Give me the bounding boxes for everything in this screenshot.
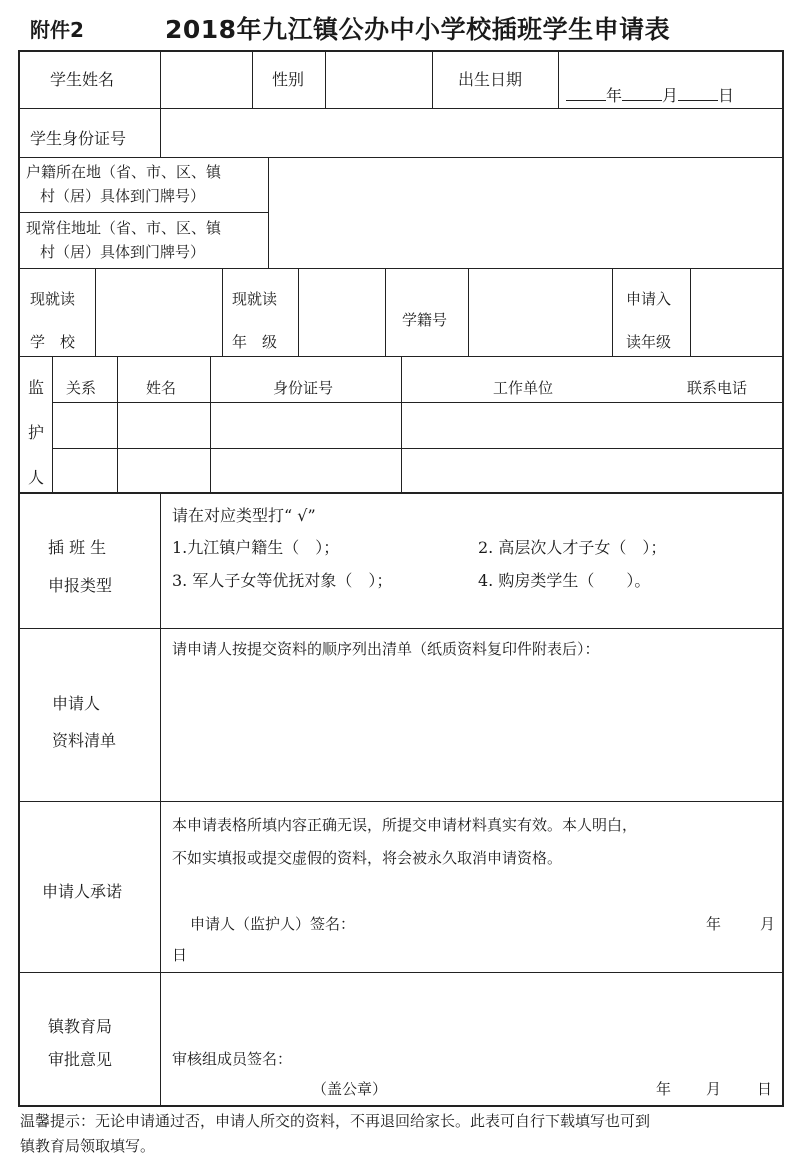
promise-month-unit: 月 (760, 915, 776, 933)
current-school-label-a: 现就读 (30, 290, 76, 308)
student-name-label: 学生姓名 (50, 70, 115, 89)
grid-line (18, 801, 784, 802)
current-school-input[interactable] (96, 269, 221, 355)
hukou-label-line1: 户籍所在地（省、市、区、镇 (26, 163, 222, 181)
materials-instruction: 请申请人按提交资料的顺序列出清单（纸质资料复印件附表后）： (172, 640, 600, 658)
grid-line (558, 50, 559, 108)
guardian-row-1[interactable] (53, 403, 781, 447)
materials-label-a: 申请人 (52, 694, 101, 713)
student-name-input[interactable] (161, 52, 251, 107)
day-unit: 日 (718, 86, 735, 105)
category-option-3[interactable]: 3. 军人子女等优抚对象（ ）； (172, 571, 393, 590)
guardian-side-label: 护 (28, 423, 45, 442)
gender-input[interactable] (326, 52, 431, 107)
current-address-input[interactable] (269, 213, 781, 267)
year-unit: 年 (606, 86, 623, 105)
approval-label-b: 审批意见 (48, 1050, 113, 1069)
grid-line (18, 212, 268, 213)
col-relation: 关系 (66, 379, 97, 397)
promise-day-unit: 日 (172, 946, 188, 964)
grid-line (612, 268, 613, 356)
promise-label: 申请人承诺 (42, 882, 123, 901)
guardian-side-label: 人 (28, 468, 45, 487)
apply-grade-input[interactable] (691, 269, 781, 355)
footer-line-1: 温馨提示：无论申请通过否，申请人所交的资料，不再退回给家长。此表可自行下载填写也可到 (20, 1112, 651, 1130)
student-number-label: 学籍号 (402, 311, 448, 329)
approval-opinion-input[interactable] (161, 974, 781, 1044)
applicant-signature-field[interactable] (370, 905, 690, 937)
current-school-label-b: 学 校 (30, 333, 76, 351)
col-phone: 联系电话 (687, 379, 748, 397)
apply-grade-label-a: 申请入 (626, 290, 672, 308)
grid-line (385, 268, 386, 356)
grid-line (18, 492, 784, 494)
official-seal-label: （盖公章） (312, 1080, 388, 1098)
guardian-row-2[interactable] (53, 449, 781, 491)
grid-line (432, 50, 433, 108)
approval-day-unit: 日 (757, 1080, 773, 1098)
hukou-label-line2: 村（居）具体到门牌号） (40, 187, 206, 205)
promise-text-line1: 本申请表格所填内容正确无误，所提交申请材料真实有效。本人明白， (172, 816, 638, 834)
category-instruction: 请在对应类型打“ √” (172, 506, 316, 525)
current-address-label-line1: 现常住地址（省、市、区、镇 (26, 219, 222, 237)
promise-text-line2: 不如实填报或提交虚假的资料，将会被永久取消申请资格。 (172, 849, 563, 867)
grid-line (18, 628, 784, 629)
grid-line (252, 50, 253, 108)
grid-line (222, 268, 223, 356)
gender-label: 性别 (272, 70, 305, 89)
student-id-label: 学生身份证号 (30, 129, 127, 148)
hukou-address-input[interactable] (269, 158, 781, 211)
attachment-label: 附件2 (30, 18, 84, 42)
category-label-b: 申报类型 (48, 576, 113, 595)
col-id-number: 身份证号 (273, 379, 334, 397)
footer-note (20, 1109, 782, 1159)
student-number-input[interactable] (469, 269, 611, 355)
form-title: 2018年九江镇公办中小学校插班学生申请表 (165, 15, 671, 44)
materials-label-b: 资料清单 (52, 731, 117, 750)
approval-month-unit: 月 (706, 1080, 722, 1098)
promise-year-unit: 年 (706, 915, 722, 933)
approval-label-a: 镇教育局 (48, 1017, 113, 1036)
month-unit: 月 (662, 86, 679, 105)
col-name: 姓名 (146, 379, 177, 397)
col-workplace: 工作单位 (493, 379, 554, 397)
footer-line-2: 镇教育局领取填写。 (20, 1137, 156, 1155)
current-grade-label-b: 年 级 (232, 333, 278, 351)
student-id-input[interactable] (161, 109, 781, 156)
birth-date-field[interactable] (566, 86, 734, 104)
current-grade-input[interactable] (299, 269, 384, 355)
approval-year-unit: 年 (656, 1080, 672, 1098)
grid-line (18, 972, 784, 973)
category-option-2[interactable]: 2. 高层次人才子女（ ）； (478, 538, 667, 557)
applicant-signature-label: 申请人（监护人）签名： (190, 915, 356, 933)
category-label-a: 插 班 生 (48, 538, 107, 557)
current-grade-label-a: 现就读 (232, 290, 278, 308)
materials-list-input[interactable] (161, 668, 781, 798)
apply-grade-label-b: 读年级 (626, 333, 672, 351)
guardian-side-label: 监 (28, 378, 45, 397)
category-option-1[interactable]: 1.九江镇户籍生（ ）； (172, 538, 340, 557)
reviewer-signature-label: 审核组成员签名： (172, 1050, 293, 1068)
current-address-label-line2: 村（居）具体到门牌号） (40, 243, 206, 261)
category-option-4[interactable]: 4. 购房类学生（ ）。 (478, 571, 651, 590)
birth-date-label: 出生日期 (458, 70, 523, 89)
